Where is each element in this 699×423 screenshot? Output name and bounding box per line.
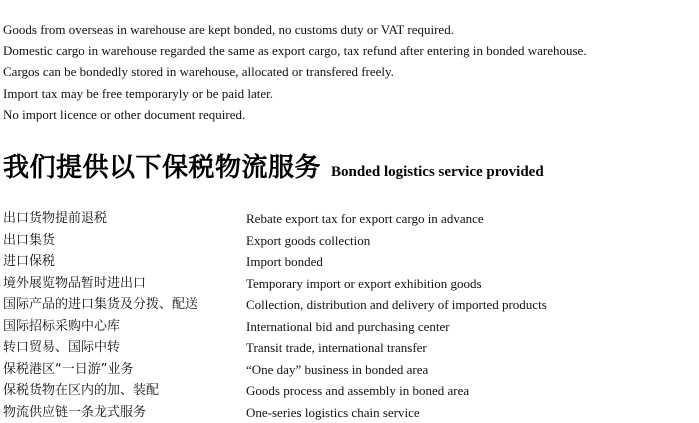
service-name-english: One-series logistics chain service [246,404,420,420]
service-name-chinese: 物流供应链一条龙式服务 [3,404,147,420]
service-name-english: Temporary import or export exhibition goods [246,275,482,291]
service-row [3,402,693,423]
service-row [3,337,693,359]
service-name-chinese: 保税港区“一日游”业务 [3,361,134,377]
intro-list [3,19,693,125]
service-name-chinese: 出口集货 [3,232,56,248]
service-row [3,230,693,252]
service-name-chinese: 保税货物在区内的加、装配 [3,383,160,398]
service-row [3,294,693,316]
service-row [3,251,693,273]
service-name-chinese: 国际产品的进口集货及分拨、配送 [3,297,199,312]
intro-line: Cargos can be bondedly stored in warehouse, allocated or transfered freely. [3,64,394,80]
service-name-chinese: 国际招标采购中心库 [3,318,121,334]
service-row [3,273,693,295]
intro-line: Import tax may be free temporaryly or be paid later. [3,85,274,101]
service-name-english: “One day” business in bonded area [246,361,429,377]
service-name-english: Collection, distribution and delivery of imported products [246,297,547,312]
service-name-chinese: 境外展览物品暂时进出口 [3,275,147,291]
service-name-english: Transit trade, international transfer [246,340,427,355]
heading-english: Bonded logistics service provided [331,164,544,180]
service-name-chinese: 出口货物提前退税 [3,211,108,226]
service-name-english: Export goods collection [246,232,371,248]
service-row [3,316,693,338]
service-name-chinese: 转口贸易、国际中转 [3,340,121,355]
service-row [3,208,693,230]
service-name-english: International bid and purchasing center [246,318,450,334]
heading-chinese: 我们提供以下保税物流服务 [3,153,322,183]
service-name-english: Goods process and assembly in boned area [246,383,470,398]
service-list [3,208,693,423]
intro-line: Goods from overseas in warehouse are kept bonded, no customs duty or VAT required. [3,22,454,37]
intro-line: No import licence or other document required. [3,106,246,122]
service-name-chinese: 进口保税 [3,254,56,269]
section-heading [3,147,544,184]
service-row [3,359,693,381]
service-row [3,380,693,402]
intro-line: Domestic cargo in warehouse regarded the same as export cargo, tax refund after entering in bonded warehouse. [3,43,587,59]
service-name-english: Import bonded [246,254,323,269]
service-name-english: Rebate export tax for export cargo in advance [246,211,484,226]
